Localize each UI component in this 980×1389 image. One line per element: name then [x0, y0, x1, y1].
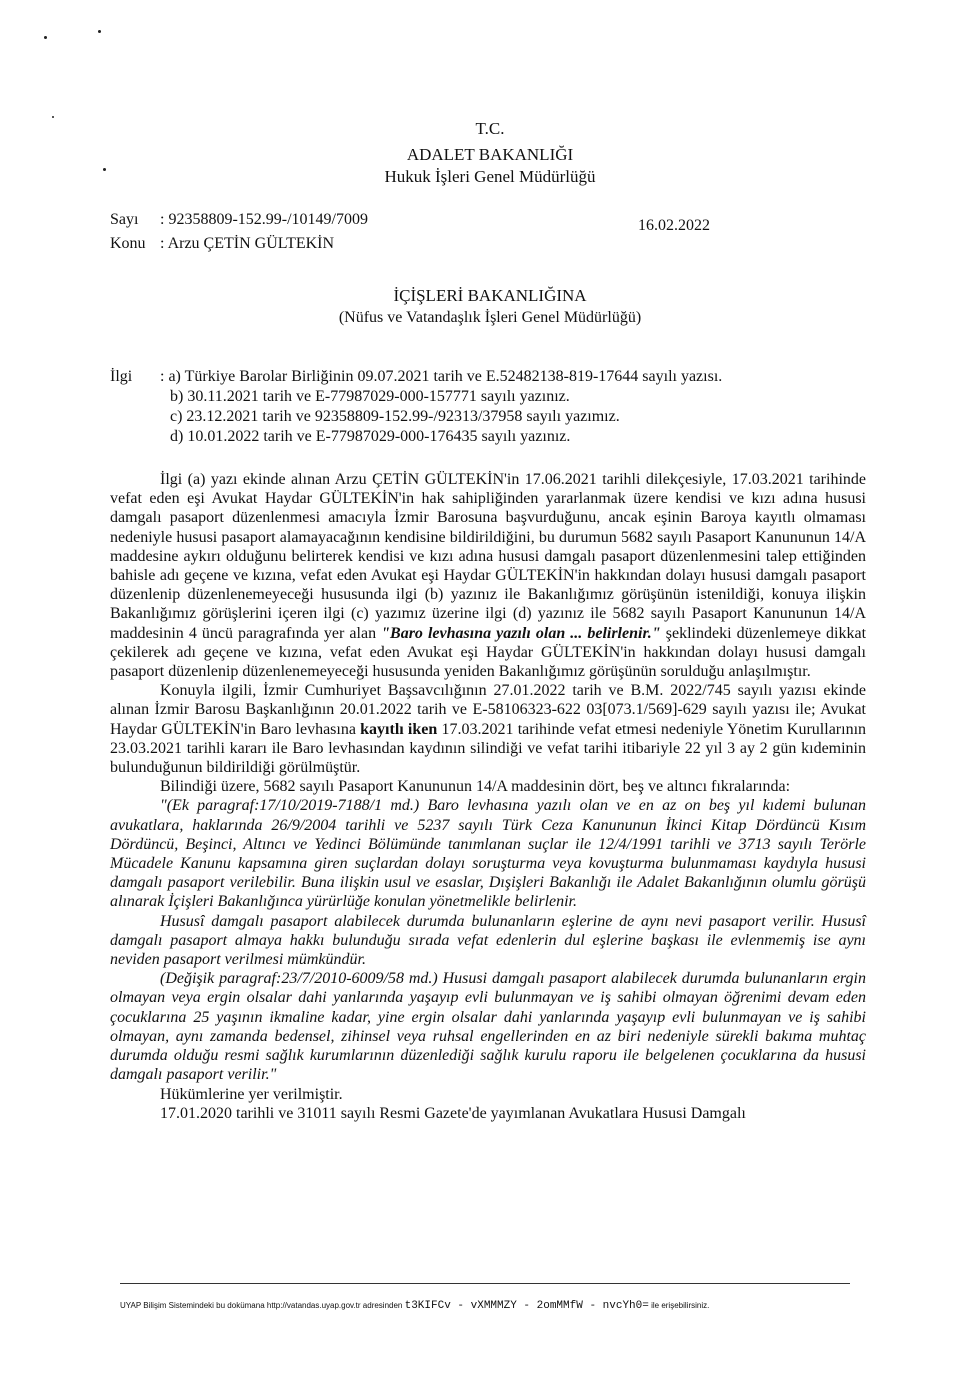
law-quote-paragraph: (Değişik paragraf:23/7/2010-6009/58 md.) Hususi damgalı pasaport alabilecek durumda bulunanların ergin olmayan veya ergin olsalar dahi yanlarında yaşayıp evli bulunmayan ve iş sahibi olmayan öğrenimi devam eden çocuklarına 25 yaşının ikmaline kadar, yine ergin olsalar dahi yanlarında yaşayıp evli bulunmayan ve iş sahibi olmayan, aynı zamanda bedensel, zihinsel veya ruhsal engellerinden en az biri nedeniyle sürekli bakıma muhtaç durumda olduğu resmi sağlık kurumlarının düzenlediği sağlık kurulu raporu ile belgelenen çocuklarına da hususi damgalı pasaport verilir."	[110, 970, 866, 1084]
quoted-clause: "Baro levhasına yazılı olan ... belirlenir."	[381, 624, 661, 642]
body-text-span: 17.03.2021 tarihinde vefat etmesi nedeniyle Yönetim Kurullarının 23.03.2021 tarihli kararı ile Baro levhasından kaydının silindiği ve vefat tarihi itibariyle 22 yıl 3 ay 2 gün kıdeminin bulunduğunun bildirildiği görülmüştür.	[110, 720, 867, 777]
emphasis-text: kayıtlı iken	[360, 720, 438, 738]
ilgi-item-c: c) 23.12.2021 tarih ve 92358809-152.99-/92313/37958 sayılı yazımız.	[170, 408, 620, 425]
header-ministry: ADALET BAKANLIĞI	[406, 145, 574, 164]
body-text-span: İlgi (a) yazı ekinde alınan Arzu ÇETİN GÜLTEKİN'in 17.06.2021 tarihli dilekçesiyle, 17.03.2021 tarihinde vefat eden eşi Avukat Haydar GÜLTEKİN'in hak sahipliğinden yararlanmak üzere kendisi ve kızı adına hususi damgalı pasaport düzenlenmesi amacıyla İzmir Barosuna başvurduğunu, ancak eşinin Baroya kayıtlı olmaması nedeniyle hususi pasaport alamayacağının kendisine bildirildiğini, bu durumun 5682 sayılı Pasaport Kanununun 14/A maddesine aykırı olduğunu belirterek kendisi ve kızı adına hususi damgalı pasaport düzenlenmesini talep ettiğinden bahisle adı geçene ve kızına, vefat eden Avukat eşi Haydar GÜLTEKİN'in hakkından dolayı hususi damgalı pasaport düzenlenip düzenlenemeyeceği hususunda ilgi (b) yazınız ile Bakanlığımız görüşünün istenildiği, konuya ilişkin Bakanlığımız görüşlerini içeren ilgi (c) yazımız üzerine ilgi (d) yazınız ile 5682 sayılı Pasaport Kanununun 14/A maddesinin 4 üncü paragrafında yer alan	[110, 471, 866, 642]
header-directorate: Hukuk İşleri Genel Müdürlüğü	[384, 167, 596, 186]
document-date: 16.02.2022	[638, 217, 710, 234]
verification-code: t3KIFCv - vXMMMZY - 2omMMfW - nvcYh0=	[404, 1300, 649, 1312]
recipient-sub: (Nüfus ve Vatandaşlık İşleri Genel Müdürlüğü)	[338, 309, 642, 326]
recipient-name: İÇİŞLERİ BAKANLIĞINA	[393, 286, 587, 305]
law-quote-paragraph: Hususî damgalı pasaport alabilecek durumda bulunanların eşlerine de aynı nevi pasaport verilir. Hususî damgalı pasaport almaya hakkı bulunduğu sırada vefat edenlerin dul eşlerine başkası ile evlenmemiş ise aynı neviden pasaport verilmesi mümkündür.	[110, 912, 866, 969]
footer-rule	[120, 1283, 850, 1284]
ilgi-item-d: d) 10.01.2022 tarih ve E-77987029-000-176435 sayılı yazınız.	[170, 428, 571, 445]
header-tc: T.C.	[475, 119, 505, 138]
body-paragraph: Bilindiği üzere, 5682 sayılı Pasaport Kanununun 14/A maddesinin dört, beş ve altıncı fıkralarında:	[160, 778, 791, 796]
document-body	[110, 470, 866, 1123]
ilgi-item-a: : a) Türkiye Barolar Birliğinin 09.07.2021 tarih ve E.52482138-819-17644 sayılı yazısı.	[160, 368, 723, 385]
footer-verification	[120, 1300, 860, 1312]
ilgi-item-b: b) 30.11.2021 tarih ve E-77987029-000-157771 sayılı yazınız.	[170, 388, 570, 405]
body-text-span: şeklindeki düzenlemeye dikkat çekilerek adı geçene ve kızına, vefat eden Avukat eşi Haydar GÜLTEKİN'in hakkından dolayı hususi damgalı pasaport düzenlenip düzenlenemeyeceği hususunda yeniden Bakanlığımız görüşünün sorulduğu anlaşılmıştır.	[110, 624, 867, 681]
body-paragraph: 17.01.2020 tarihli ve 31011 sayılı Resmi Gazete'de yayımlanan Avukatlara Hususi Damgalı	[160, 1104, 746, 1122]
ilgi-section	[110, 367, 722, 447]
scan-speck	[98, 30, 101, 33]
body-paragraph: Hükümlerine yer verilmiştir.	[160, 1085, 343, 1103]
konu-value: : Arzu ÇETİN GÜLTEKİN	[160, 235, 335, 252]
konu-label: Konu	[110, 235, 146, 252]
body-text-span: Konuyla ilgili, İzmir Cumhuriyet Başsavcılığının 27.01.2022 tarih ve B.M. 2022/745 sayılı yazısı ekinde alınan İzmir Barosu Başkanlığının 20.01.2022 tarih ve E-58106323-622 03[073.1/569]-629 sayılı yazısı ile; Avukat Haydar GÜLTEKİN'in Baro levhasına	[110, 682, 866, 738]
footer-prefix: UYAP Bilişim Sistemindeki bu dokümana http://vatandas.uyap.gov.tr adresinden	[120, 1301, 403, 1310]
body-paragraph	[110, 470, 866, 681]
footer-suffix: ile erişebilirsiniz.	[651, 1301, 710, 1310]
sayi-label: Sayı	[110, 211, 139, 228]
sayi-value: : 92358809-152.99-/10149/7009	[160, 211, 368, 228]
law-quote-paragraph: "(Ek paragraf:17/10/2019-7188/1 md.) Baro levhasına yazılı olan ve en az on beş yıl kıdemi bulunan avukatlara, haklarında 26/9/2004 tarihli ve 5237 sayılı Türk Ceza Kanununun İkinci Kitap Dördüncü Kısım Dördüncü, Beşinci, Altıncı ve Yedinci Bölümünde tanımlanan suçlar ile 12/4/1991 tarihli ve 3713 sayılı Terörle Mücadele Kanunu kapsamına giren suçlardan dolayı soruşturma veya kovuşturma bulunmaması kaydıyla hususi damgalı pasaport verilebilir. Buna ilişkin usul ve esaslar, Dışişleri Bakanlığı ile Adalet Bakanlığının olumlu görüşü alınarak İçişleri Bakanlığınca yürürlüğe konulan yönetmelikle belirlenir.	[110, 797, 866, 911]
scan-speck	[44, 36, 47, 39]
ilgi-label: İlgi	[110, 368, 133, 385]
body-paragraph	[110, 681, 866, 777]
